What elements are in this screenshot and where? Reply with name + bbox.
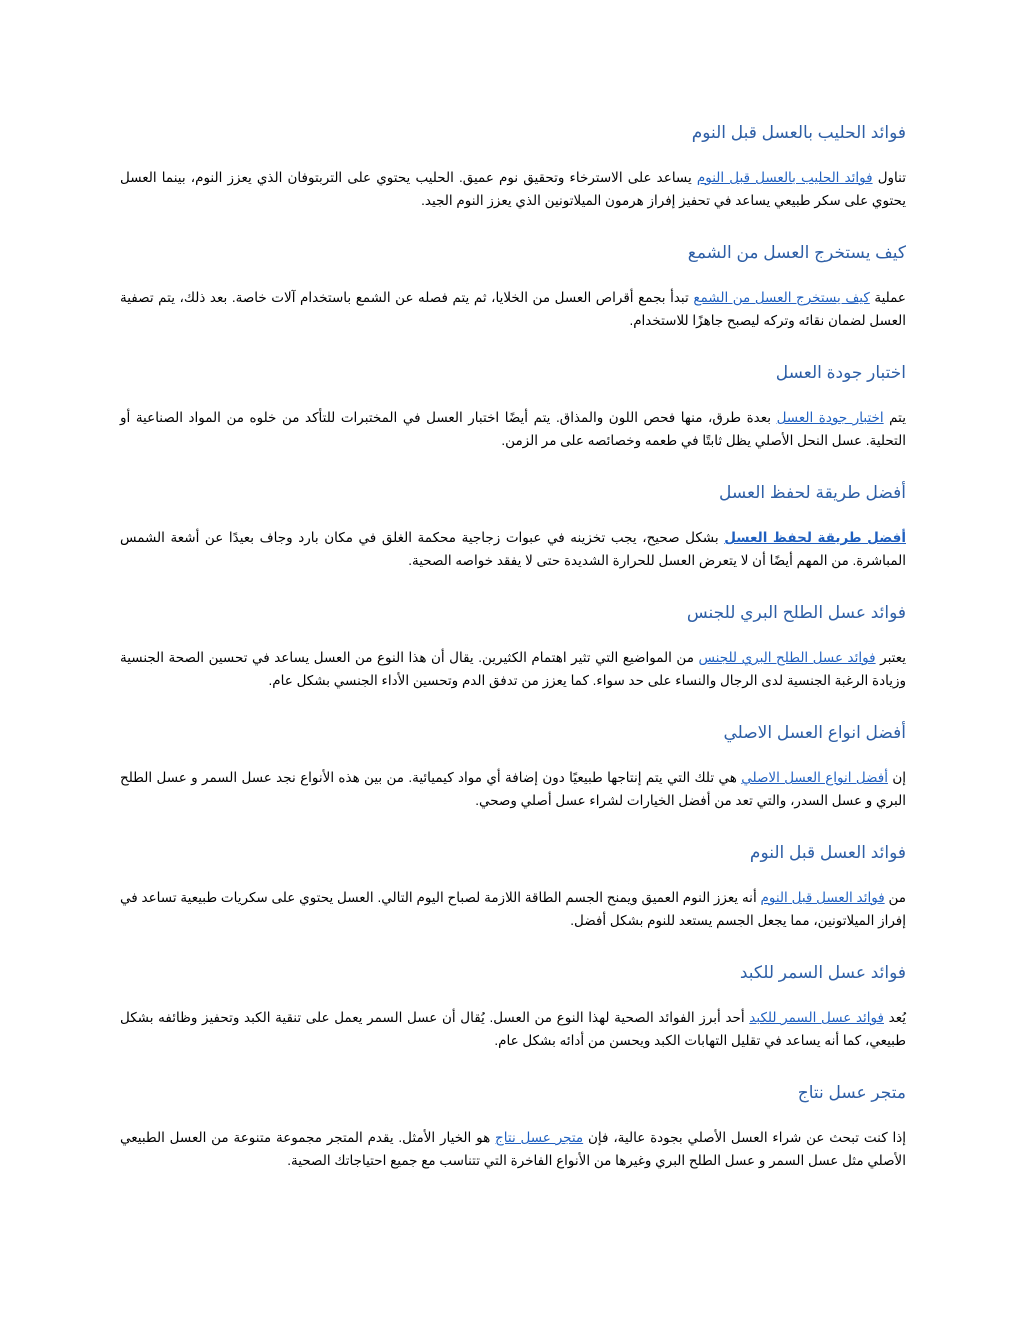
paragraph-text: يساعد على الاسترخاء وتحقيق نوم عميق. الحليب يحتوي على التربتوفان الذي يعزز النوم، بينما العسل يحتوي على سكر طبيعي يساعد في تحفيز إفراز هرمون الميلاتونين الذي يعزز النوم الجيد. bbox=[120, 170, 906, 208]
section-paragraph bbox=[120, 156, 906, 230]
section-paragraph bbox=[120, 276, 906, 350]
article-link[interactable]: كيف يستخرج العسل من الشمع bbox=[693, 290, 870, 305]
section-heading: فوائد عسل الطلح البري للجنس bbox=[686, 603, 906, 622]
paragraph-text: عملية bbox=[869, 290, 906, 305]
section-store-honey bbox=[120, 470, 906, 590]
section-best-honey-types bbox=[120, 710, 906, 830]
article-link[interactable]: فوائد العسل قبل النوم bbox=[760, 890, 885, 905]
article-link[interactable]: متجر عسل نتاج bbox=[495, 1130, 584, 1145]
section-heading: فوائد عسل السمر للكبد bbox=[739, 963, 906, 982]
section-heading: متجر عسل نتاج bbox=[797, 1083, 906, 1102]
section-paragraph bbox=[120, 1116, 906, 1190]
section-milk-honey-sleep bbox=[120, 110, 906, 230]
section-heading: اختبار جودة العسل bbox=[775, 363, 906, 382]
section-heading: أفضل طريقة لحفظ العسل bbox=[718, 483, 906, 502]
section-paragraph bbox=[120, 636, 906, 710]
paragraph-text: إن bbox=[887, 770, 906, 785]
paragraph-text: يتم bbox=[883, 410, 906, 425]
section-heading: أفضل انواع العسل الاصلي bbox=[723, 723, 906, 742]
section-honey-quality-test bbox=[120, 350, 906, 470]
section-heading: كيف يستخرج العسل من الشمع bbox=[687, 243, 906, 262]
paragraph-text: يعتبر bbox=[875, 650, 906, 665]
paragraph-text: أحد أبرز الفوائد الصحية لهذا النوع من العسل. يُقال أن عسل السمر يعمل على تنقية الكبد وتحفيز وظائفه بشكل طبيعي، كما أنه يساعد في تقليل التهابات الكبد ويحسن من أدائه بشكل عام. bbox=[120, 1010, 906, 1048]
section-paragraph bbox=[120, 996, 906, 1070]
paragraph-text: بشكل صحيح، يجب تخزينه في عبوات زجاجية محكمة الغلق في مكان بارد وجاف بعيدًا عن أشعة الشمس المباشرة. من المهم أيضًا أن لا يتعرض العسل للحرارة الشديدة حتى لا يفقد خواصه الصحية. bbox=[120, 530, 906, 568]
section-nitaj-store bbox=[120, 1070, 906, 1190]
article-link[interactable]: أفضل انواع العسل الاصلي bbox=[741, 770, 888, 785]
paragraph-text: هي تلك التي يتم إنتاجها طبيعيًا دون إضافة أي مواد كيميائية. من بين هذه الأنواع نجد عسل السمر و عسل الطلح البري و عسل السدر، والتي تعد من أفضل الخيارات لشراء عسل أصلي وصحي. bbox=[120, 770, 906, 808]
section-paragraph bbox=[120, 516, 906, 590]
section-samar-honey-liver bbox=[120, 950, 906, 1070]
document-page bbox=[120, 110, 906, 1190]
section-paragraph bbox=[120, 876, 906, 950]
section-honey-before-sleep bbox=[120, 830, 906, 950]
paragraph-text: هو الخيار الأمثل. يقدم المتجر مجموعة متنوعة من العسل الطبيعي الأصلي مثل عسل السمر و عسل الطلح البري وغيرها من الأنواع الفاخرة التي تتناسب مع جميع احتياجاتك الصحية. bbox=[120, 1130, 906, 1168]
section-heading: فوائد العسل قبل النوم bbox=[749, 843, 906, 862]
section-paragraph bbox=[120, 756, 906, 830]
article-link[interactable]: اختبار جودة العسل bbox=[776, 410, 884, 425]
section-paragraph bbox=[120, 396, 906, 470]
paragraph-text: بعدة طرق، منها فحص اللون والمذاق. يتم أيضًا اختبار العسل في المختبرات للتأكد من خلوه من المواد الصناعية أو التحلية. عسل النحل الأصلي يظل ثابتًا في طعمه وخصائصه على مر الزمن. bbox=[120, 410, 906, 448]
article-link[interactable]: فوائد الحليب بالعسل قبل النوم bbox=[696, 170, 873, 185]
paragraph-text: تناول bbox=[872, 170, 906, 185]
article-link[interactable]: أفضل طريقة لحفظ العسل bbox=[724, 530, 906, 545]
paragraph-text: من bbox=[884, 890, 906, 905]
paragraph-text: من المواضيع التي تثير اهتمام الكثيرين. يقال أن هذا النوع من العسل يساعد في تحسين الصحة الجنسية وزيادة الرغبة الجنسية لدى الرجال والنساء على حد سواء. كما يعزز من تدفق الدم وتحسين الأداء الجنسي بشكل عام. bbox=[120, 650, 906, 688]
article-link[interactable]: فوائد عسل السمر للكبد bbox=[749, 1010, 884, 1025]
section-extract-honey-wax bbox=[120, 230, 906, 350]
article-link[interactable]: فوائد عسل الطلح البري للجنس bbox=[698, 650, 876, 665]
paragraph-text: إذا كنت تبحث عن شراء العسل الأصلي بجودة عالية، فإن bbox=[583, 1130, 907, 1145]
paragraph-text: تبدأ بجمع أقراص العسل من الخلايا، ثم يتم فصله عن الشمع باستخدام آلات خاصة. بعد ذلك، يتم تصفية العسل لضمان نقائه وتركه ليصبح جاهزًا للاستخدام. bbox=[120, 290, 906, 328]
section-talh-honey bbox=[120, 590, 906, 710]
section-heading: فوائد الحليب بالعسل قبل النوم bbox=[691, 123, 906, 142]
paragraph-text: أنه يعزز النوم العميق ويمنح الجسم الطاقة اللازمة لصباح اليوم التالي. العسل يحتوي على سكريات طبيعية تساعد في إفراز الميلاتونين، مما يجعل الجسم يستعد للنوم بشكل أفضل. bbox=[120, 890, 906, 928]
paragraph-text: يُعد bbox=[883, 1010, 906, 1025]
